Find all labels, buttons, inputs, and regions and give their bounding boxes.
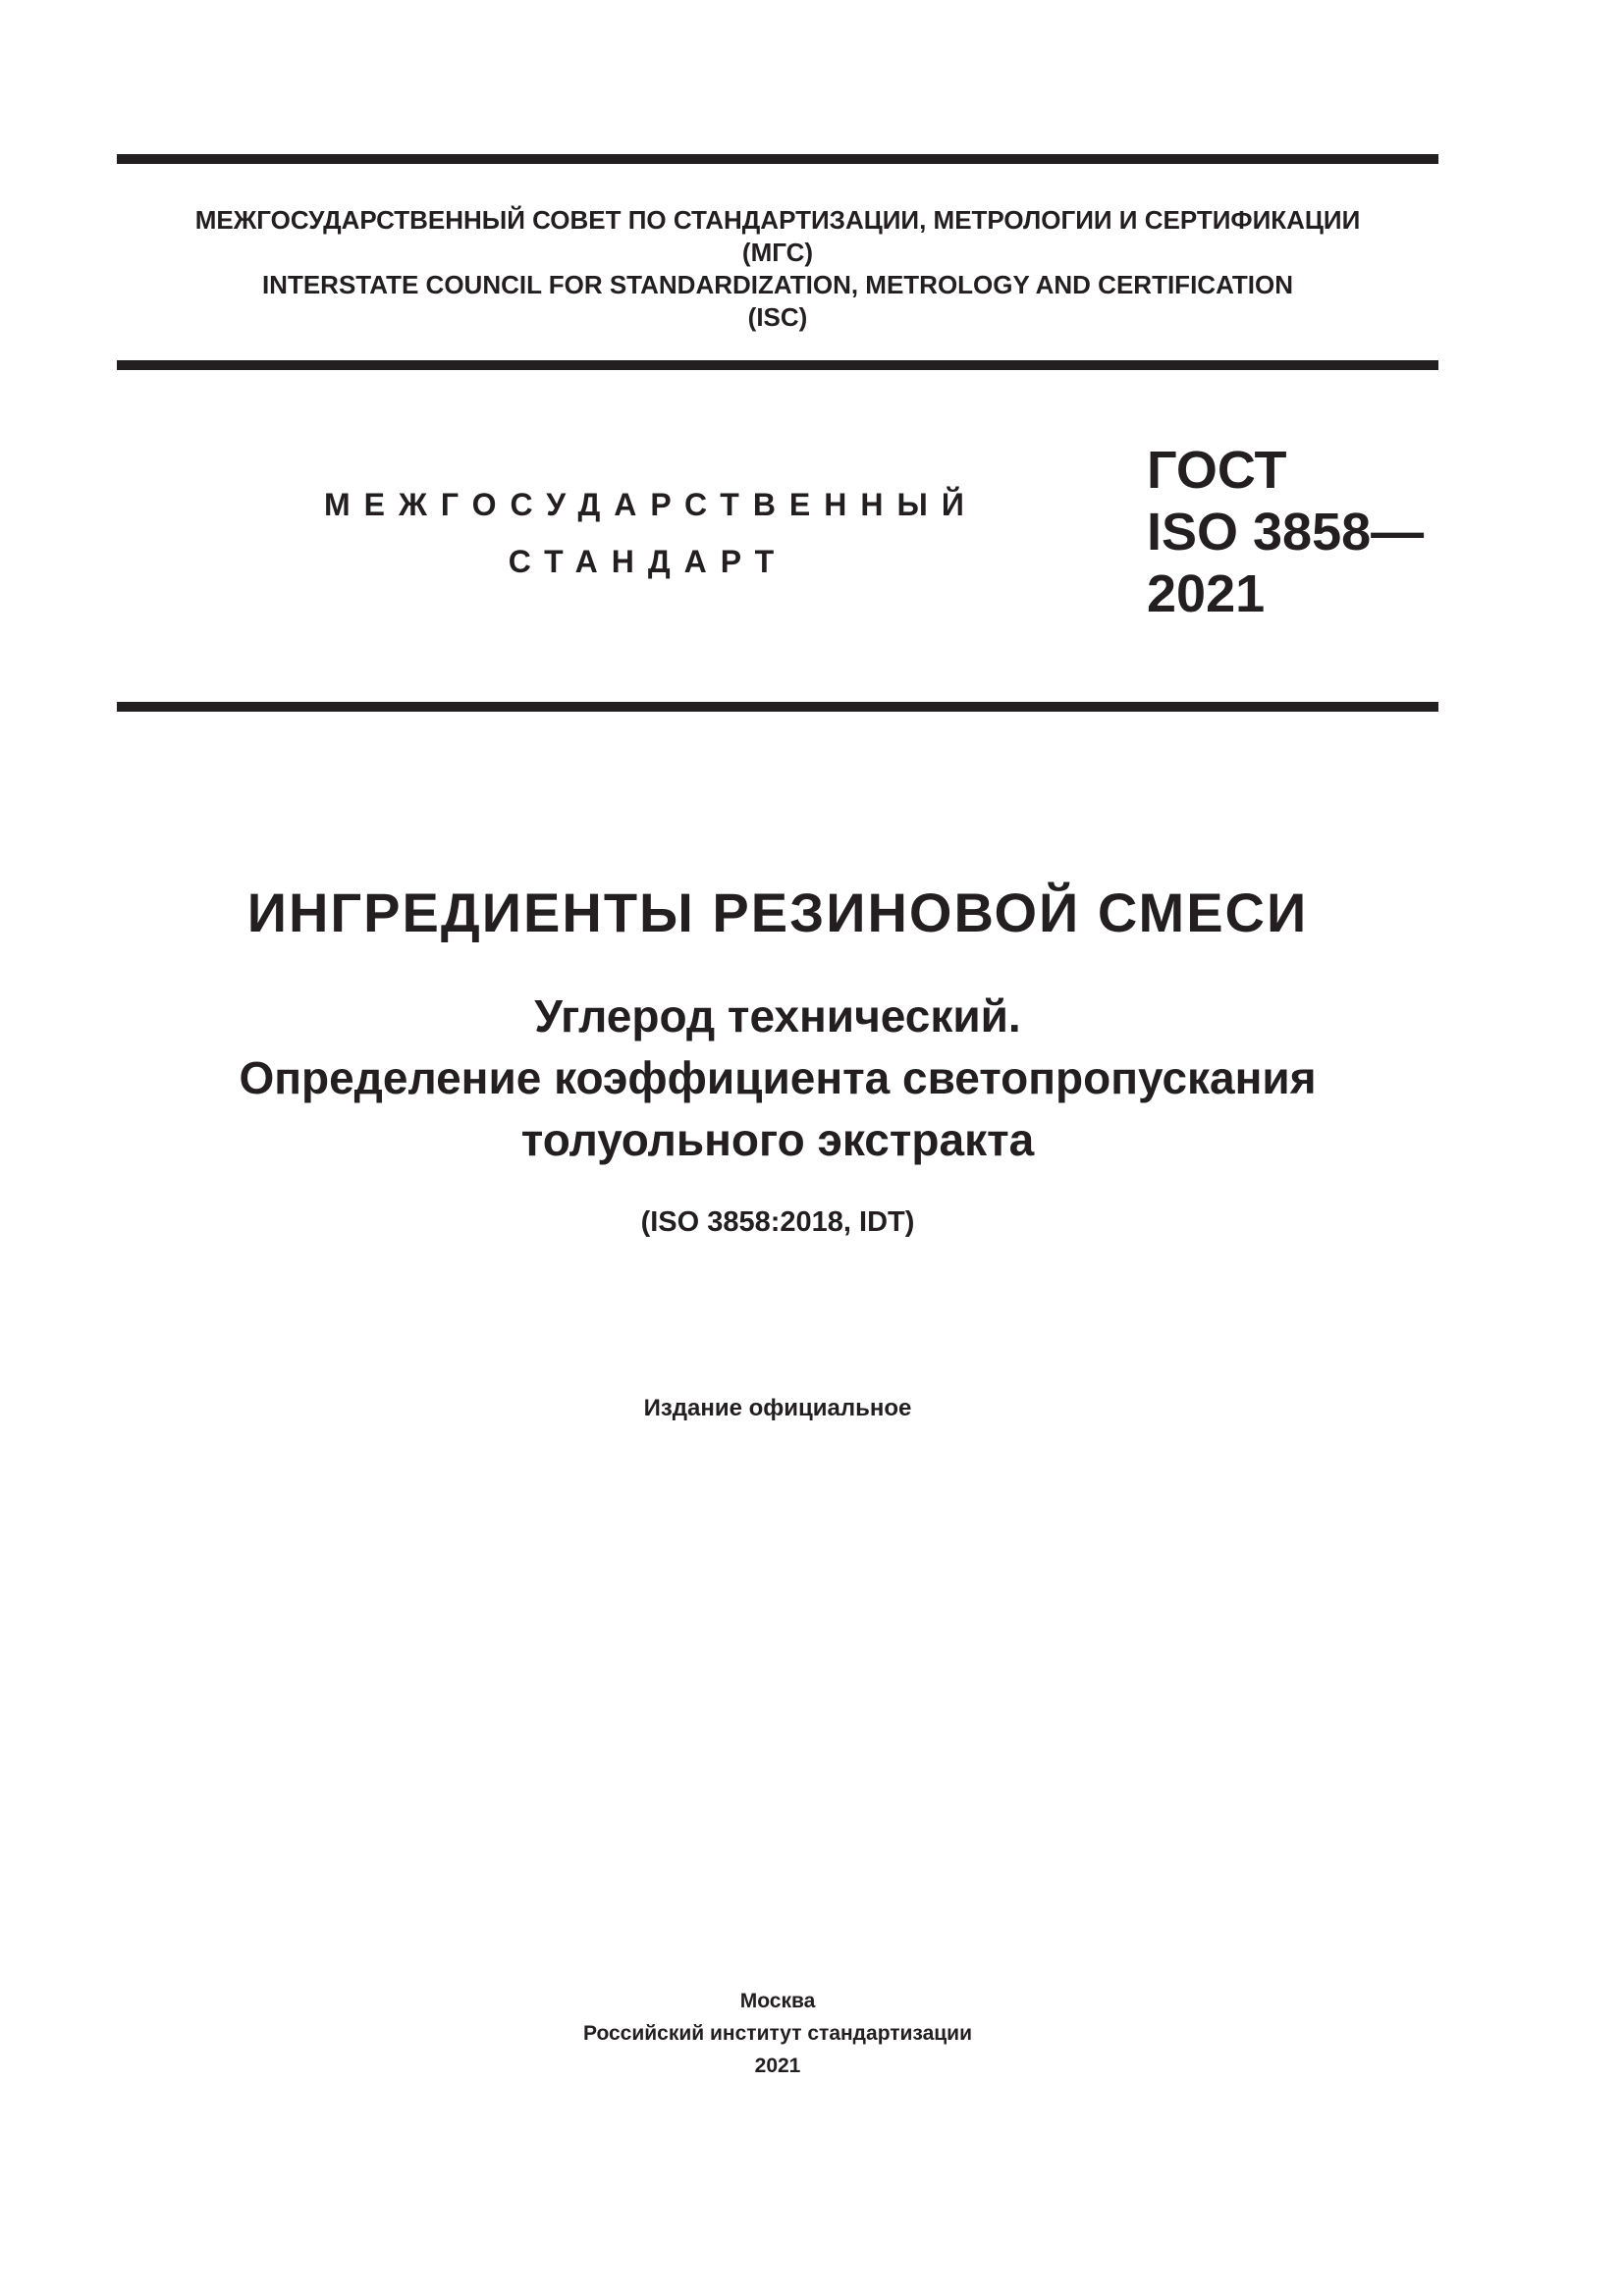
standard-kind [324,476,978,590]
imprint-city: Москва [739,1990,816,2012]
council-abbr-ru: (МГС) [741,238,814,267]
council-header [117,204,1438,334]
imprint-publisher: Российский институт стандартизации [582,2022,973,2045]
subtitle-line2: Определение коэффициента светопропускания [239,1052,1317,1103]
designation-line1: ГОСТ [1147,441,1287,500]
standard-designation [1147,440,1424,625]
header-bottom-rule [117,702,1438,712]
designation-line2: ISO 3858— [1147,503,1425,561]
standard-kind-line2: СТАНДАРТ [508,544,788,579]
document-title: ИНГРЕДИЕНТЫ РЕЗИНОВОЙ СМЕСИ [246,881,1309,943]
council-name-ru: МЕЖГОСУДАРСТВЕННЫЙ СОВЕТ ПО СТАНДАРТИЗАЦИИ, МЕТРОЛОГИИ И СЕРТИФИКАЦИИ [194,205,1361,235]
subtitle-line3: толуольного экстракта [520,1114,1035,1165]
imprint-year: 2021 [754,2055,801,2077]
subtitle-line1: Углерод технический. [534,990,1021,1041]
imprint [117,1985,1438,2082]
standard-kind-line1: МЕЖГОСУДАРСТВЕННЫЙ [324,487,978,522]
council-abbr-en: (ISC) [747,302,808,332]
council-name-en: INTERSTATE COUNCIL FOR STANDARDIZATION, METROLOGY AND CERTIFICATION [261,270,1294,299]
designation-line3: 2021 [1147,564,1266,623]
edition-note: Издание официальное [643,1395,912,1421]
council-bottom-rule [117,360,1438,370]
document-subtitle [117,986,1438,1171]
top-rule [117,154,1438,164]
iso-reference: (ISO 3858:2018, IDT) [640,1206,915,1238]
